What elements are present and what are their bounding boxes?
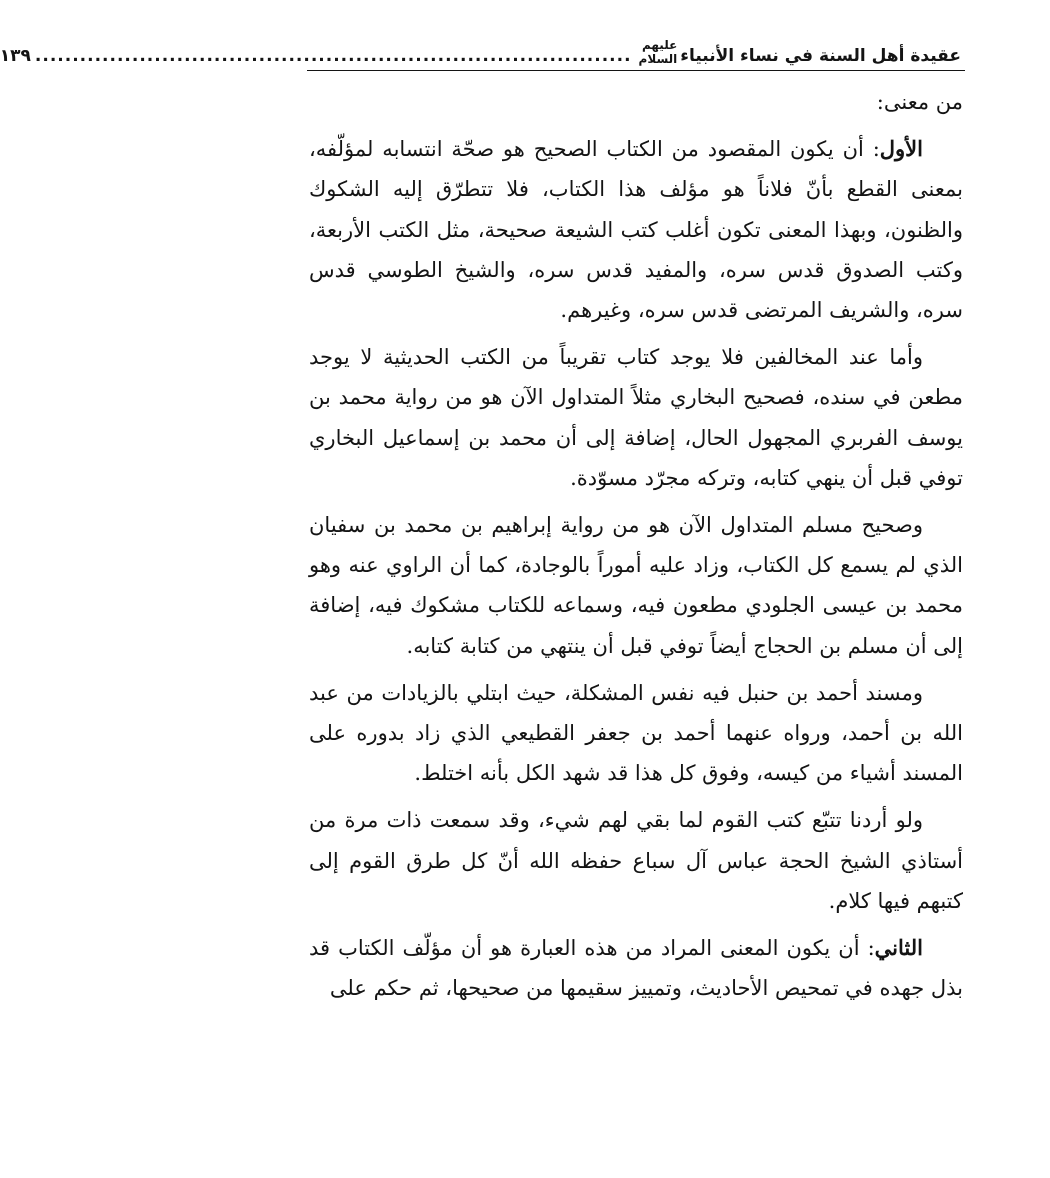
running-head-dot-leader: ................................................................................ bbox=[34, 46, 632, 66]
paragraph-musnad-ahmad bbox=[309, 673, 963, 794]
paragraph-text: ومسند أحمد بن حنبل فيه نفس المشكلة، حيث ابتلي بالزيادات من عبد الله بن أحمد، ورواه عنهما أحمد بن جعفر القطيعي الذي زاد بدوره على المسند أشياء من كيسه، وفوق كل هذا قد شهد الكل بأنه اختلط. bbox=[309, 680, 963, 786]
paragraph-text: : أن يكون المعنى المراد من هذه العبارة هو أن مؤلّف الكتاب قد بذل جهده في تمحيص الأحاديث، وتمييز سقيمها من صحيحها، ثم حكم على bbox=[309, 936, 963, 1001]
paragraph-first-meaning bbox=[309, 129, 963, 330]
body-text bbox=[309, 82, 963, 1015]
paragraph-text: : أن يكون المقصود من الكتاب الصحيح هو صحّة انتسابه لمؤلّفه، بمعنى القطع بأنّ فلاناً هو مؤلف هذا الكتاب، فلا تتطرّق إليه الشكوك والظنون، وبهذا المعنى تكون أغلب كتب الشيعة صحيحة، مثل الكتب الأربعة، وكتب الصدوق قدس سره، والمفيد قدس سره، والشيخ الطوسي قدس سره، والشريف المرتضى قدس سره، وغيرهم. bbox=[309, 137, 963, 323]
paragraph-opponents bbox=[309, 337, 963, 498]
paragraph-sahih-muslim bbox=[309, 505, 963, 666]
running-head bbox=[0, 26, 961, 66]
paragraph-text: ولو أردنا تتبّع كتب القوم لما بقي لهم شيء، وقد سمعت ذات مرة من أستاذي الشيخ الحجة عباس آل سباع حفظه الله أنّ كل طرق القوم إلى كتبهم فيها كلام. bbox=[309, 808, 963, 913]
running-head-title: عقيدة أهل السنة في نساء الأنبياء bbox=[680, 46, 961, 66]
paragraph-teacher-quote bbox=[309, 800, 963, 921]
paragraph-intro bbox=[309, 82, 963, 122]
paragraph-text: وصحيح مسلم المتداول الآن هو من رواية إبراهيم بن محمد بن سفيان الذي لم يسمع كل الكتاب، وزاد عليه أموراً بالوجادة، كما أن الراوي عنه وهو محمد بن عيسى الجلودي مطعون فيه، وسماعه للكتاب مشكوك فيه، إضافة إلى أن مسلم بن الحجاج أيضاً توفي قبل أن ينتهي من كتابة كتابه. bbox=[309, 513, 963, 658]
paragraph-text: وأما عند المخالفين فلا يوجد كتاب تقريباً من الكتب الحديثية لا يوجد مطعن في سنده، فصحيح البخاري مثلاً المتداول الآن هو من رواية محمد بن يوسف الفربري المجهول الحال، إضافة إلى أن محمد بن إسماعيل البخاري توفي قبل أن ينهي كتابه، وتركه مجرّد مسوّدة. bbox=[309, 345, 963, 490]
paragraph-second-meaning bbox=[309, 928, 963, 1008]
term-second: الثاني bbox=[874, 935, 923, 961]
running-head-honorific: عليهم السلام bbox=[638, 38, 678, 66]
header-rule bbox=[307, 70, 965, 71]
paragraph-text: من معنى: bbox=[876, 90, 963, 114]
page-number: ١٣٩ bbox=[0, 46, 31, 66]
term-first: الأول bbox=[879, 136, 923, 162]
